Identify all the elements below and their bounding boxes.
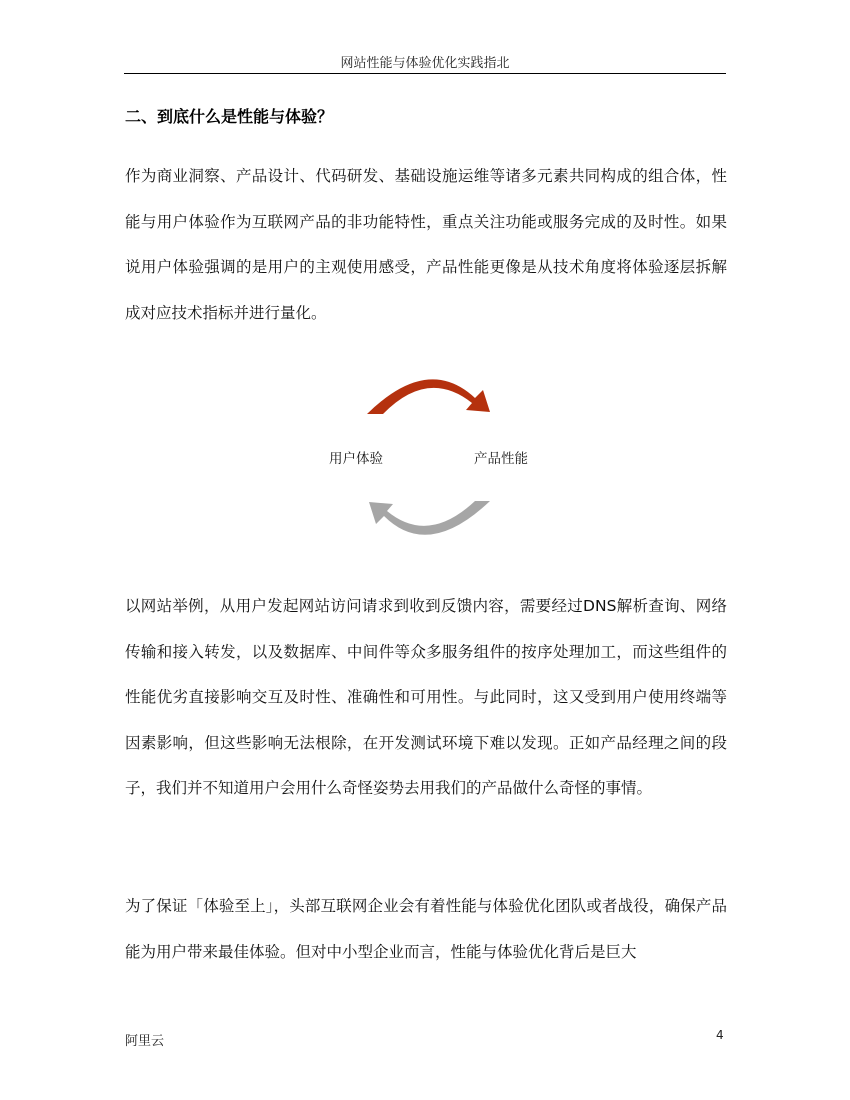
- page-number: 4: [716, 1028, 724, 1042]
- footer-brand: 阿里云: [125, 1034, 165, 1049]
- cycle-diagram: [300, 370, 560, 545]
- user-experience-label: 用户体验: [329, 451, 383, 467]
- section-heading: 二、到底什么是性能与体验？: [125, 107, 334, 126]
- header-divider: [124, 73, 726, 74]
- top-cycle-arrow-icon: [367, 379, 490, 414]
- product-performance-label: 产品性能: [474, 451, 528, 467]
- paragraph-1: 作为商业洞察、产品设计、代码研发、基础设施运维等诸多元素共同构成的组合体，性能与用户体验作为互联网产品的非功能特性，重点关注功能或服务完成的及时性。如果说用户体验强调的是用户的主观使用感受，产品性能更像是从技术角度将体验逐层拆解成对应技术指标并进行量化。: [125, 167, 727, 322]
- paragraph-3: 为了保证「体验至上」，头部互联网企业会有着性能与体验优化团队或者战役，确保产品能为用户带来最佳体验。但对中小型企业而言，性能与体验优化背后是巨大: [125, 897, 727, 961]
- bottom-cycle-arrow-icon: [369, 501, 490, 535]
- paragraph-2: 以网站举例，从用户发起网站访问请求到收到反馈内容，需要经过DNS解析查询、网络传输和接入转发，以及数据库、中间件等众多服务组件的按序处理加工，而这些组件的性能优劣直接影响交互及时性、准确性和可用性。与此同时，这又受到用户使用终端等因素影响，但这些影响无法根除，在开发测试环境下难以发现。正如产品经理之间的段子，我们并不知道用户会用什么奇怪姿势去用我们的产品做什么奇怪的事情。: [125, 597, 727, 797]
- running-header: 网站性能与体验优化实践指北: [340, 56, 510, 71]
